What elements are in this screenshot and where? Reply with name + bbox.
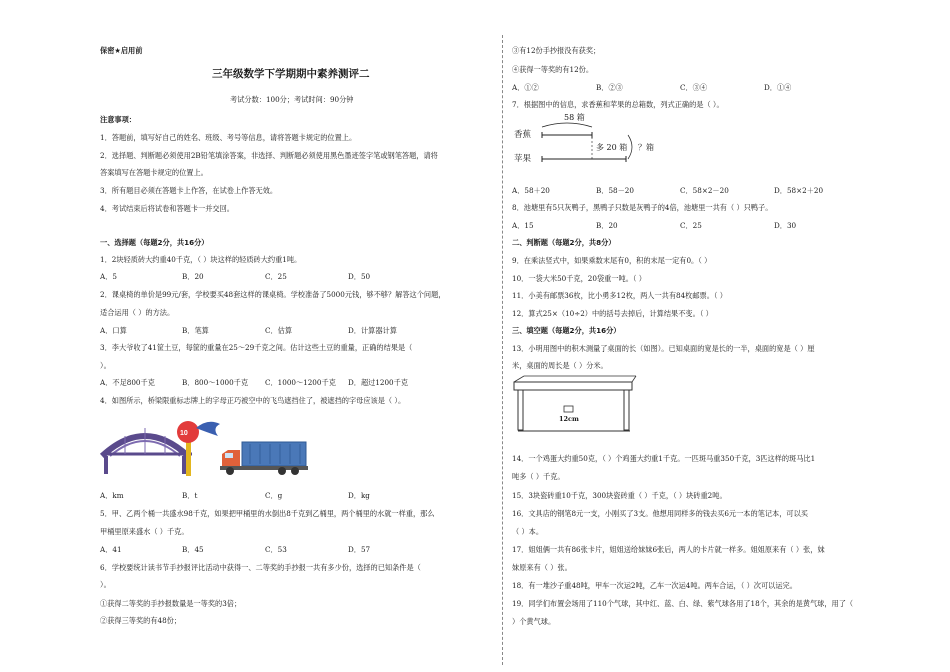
q8-option-a: A．15 (512, 221, 534, 230)
note-4: 4．考试结束后将试卷和答题卡一并交回。 (100, 204, 234, 213)
q5-text: 5．甲、乙两个桶一共盛水98千克，如果把甲桶里的水倒出8千克到乙桶里，两个桶里的水就一样重，那么 (100, 509, 435, 518)
q6-condition-2: ②获得三等奖的有48份； (100, 616, 182, 625)
note-2: 2．选择题、判断题必须使用2B铅笔填涂答案，非选择、判断题必须使用黑色墨迹签字笔或钢笔答题，请将 (100, 151, 438, 160)
q17-text-cont: 妹原来有（ ）张。 (512, 563, 572, 572)
q5-text-cont: 甲桶里原来盛水（ ）千克。 (100, 527, 189, 536)
note-3: 3．所有题目必须在答题卡上作答，在试卷上作答无效。 (100, 186, 278, 195)
table-icon (512, 374, 637, 434)
judge-q11: 11．小美有邮票36枚，比小勇多12枚，两人一共有84枚邮票。（ ） (512, 291, 727, 300)
q7-segment-diagram (512, 113, 682, 171)
q7-segment-lines (512, 113, 682, 171)
q4-option-a: A．km (100, 491, 124, 500)
q8-option-c: C．25 (680, 221, 702, 230)
judge-q12: 12．算式25×（10÷2）中的括号去掉后，计算结果不变。（ ） (512, 309, 713, 318)
q19-text: 19．同学们布置会场用了110个气球，其中红、蓝、白、绿、紫气球各用了18个，其余的是黄气球，用了（ (512, 599, 854, 608)
q1-option-c: C．25 (265, 272, 287, 281)
q7-top-label: 58 箱 (564, 113, 585, 122)
q7-more-label: 多 20 箱 (596, 143, 628, 152)
q16-text-cont: （ ）本。 (512, 527, 544, 536)
exam-info: 考试分数：100分；考试时间：90分钟 (230, 95, 354, 104)
truck-icon (220, 440, 310, 476)
q3-option-b: B．800～1000千克 (182, 378, 249, 387)
bird-icon (196, 422, 220, 436)
judge-q10: 10．一袋大米50千克，20袋重一吨。（ ） (512, 274, 646, 283)
q6-text-cont: ）。 (100, 580, 111, 589)
q14-text: 14．一个鸡蛋大约重50克，（ ）个鸡蛋大约重1千克。一匹斑马重350千克，3匹这样的斑马比1 (512, 454, 816, 463)
q8-text: 8．池塘里有5只灰鸭子，黑鸭子只数是灰鸭子的4倍，池塘里一共有（ ）只鸭子。 (512, 203, 773, 212)
q1-option-b: B．20 (182, 272, 204, 281)
q19-text-cont: ）个黄气球。 (512, 617, 556, 626)
q5-option-d: D．57 (348, 545, 371, 554)
section3-title: 三、填空题（每题2分，共16分） (512, 326, 621, 335)
section1-title: 一、选择题（每题2分，共16分） (100, 238, 209, 247)
q4-option-c: C．g (265, 491, 283, 500)
q15-text: 15．3块瓷砖重10千克，300块瓷砖重（ ）千克，（ ）块砖重2吨。 (512, 491, 727, 500)
q13-text-cont: 米，桌面的周长是（ ）分米。 (512, 361, 608, 370)
q3-option-a: A．不足800千克 (100, 378, 155, 387)
judge-q9: 9．在乘法竖式中，如果乘数末尾有0，积的末尾一定有0。（ ） (512, 256, 712, 265)
q6-condition-1: ①获得二等奖的手抄报数量是一等奖的3倍； (100, 599, 242, 608)
q1-option-a: A．5 (100, 272, 117, 281)
block-icon (564, 406, 573, 412)
q6-condition-4: ④获得一等奖的有12份。 (512, 65, 594, 74)
section2-title: 二、判断题（每题2分，共8分） (512, 238, 616, 247)
q16-text: 16．文具店的钢笔8元一支，小刚买了3支。他想用同样多的钱去买6元一本的笔记本，可以买 (512, 509, 808, 518)
q17-text: 17．姐姐俩一共有86张卡片，姐姐送给妹妹6张后，两人的卡片就一样多。姐姐原来有（ ）张，妹 (512, 545, 825, 554)
q2-option-b: B．笔算 (182, 326, 209, 335)
q3-option-c: C．1000～1200千克 (265, 378, 336, 387)
q4-option-d: D．kg (348, 491, 370, 500)
q5-option-b: B．45 (182, 545, 204, 554)
q4-option-b: B．t (182, 491, 198, 500)
q5-option-a: A．41 (100, 545, 122, 554)
q14-text-cont: 吨多（ ）千克。 (512, 472, 565, 481)
q1-text: 1．2块轻质砖大约重40千克，（ ）块这样的轻质砖大约重1吨。 (100, 255, 302, 264)
q2-option-a: A．口算 (100, 326, 127, 335)
q18-text: 18．有一堆沙子重48吨，甲车一次运2吨，乙车一次运4吨。两车合运，（ ）次可以运完。 (512, 581, 797, 590)
q2-text-cont: 适合运用（ ）的方法。 (100, 308, 175, 317)
q7-banana-label: 香蕉 (514, 130, 532, 140)
note-2-cont: 答案填写在答题卡规定的位置上。 (100, 168, 208, 177)
notes-heading: 注意事项： (100, 115, 136, 124)
q4-text: 4．如图所示，桥梁限重标志牌上的字母正巧被空中的飞鸟遮挡住了，被遮挡的字母应该是（ ）。 (100, 396, 406, 405)
q6-option-d: D．①④ (764, 83, 792, 92)
q2-text: 2．课桌椅的单价是99元/套，学校要买48套这样的课桌椅。学校准备了5000元钱，够不够？解答这个问题， (100, 290, 446, 299)
q7-option-c: C．58×2－20 (680, 186, 729, 195)
q6-option-a: A．①② (512, 83, 539, 92)
block-size-label: 12cm (559, 415, 579, 423)
q3-text: 3．李大爷收了41筐土豆，每筐的重量在25～29千克之间。估计这些土豆的重量，正确的结果是（ (100, 343, 413, 352)
q3-option-d: D．超过1200千克 (348, 378, 408, 387)
q7-apple-label: 苹果 (514, 154, 532, 164)
q6-option-c: C．③④ (680, 83, 708, 92)
q8-option-d: D．30 (774, 221, 797, 230)
note-1: 1．答题前，填写好自己的姓名、班级、考号等信息，请将答题卡规定的位置上。 (100, 133, 357, 142)
q7-option-a: A．58＋20 (512, 186, 550, 195)
column-divider (502, 35, 503, 665)
q6-option-b: B．②③ (596, 83, 623, 92)
q6-text: 6．学校要统计读书节手抄报评比活动中获得一、二等奖的手抄报一共有多少份，选择的已知条件是（ (100, 563, 421, 572)
q7-option-d: D．58×2＋20 (774, 186, 824, 195)
q7-option-b: B．58－20 (596, 186, 634, 195)
q2-option-c: C．估算 (265, 326, 293, 335)
q7-question-label: ？箱 (638, 143, 654, 152)
sign-number: 10 (180, 430, 188, 437)
q1-option-d: D．50 (348, 272, 371, 281)
q13-table-figure (512, 374, 637, 434)
q5-option-c: C．53 (265, 545, 287, 554)
q6-condition-3: ③有12份手抄报没有获奖； (512, 46, 601, 55)
secret-label: 保密★启用前 (100, 46, 143, 55)
q7-text: 7．根据图中的信息，求香蕉和苹果的总箱数，列式正确的是（ ）。 (512, 100, 724, 109)
q8-option-b: B．20 (596, 221, 618, 230)
q13-text: 13．小明用图中的积木测量了桌面的长（如图）。已知桌面的宽是长的一半，桌面的宽是（ ）厘 (512, 344, 815, 353)
q3-text-cont: ）。 (100, 361, 111, 370)
q2-option-d: D．计算器计算 (348, 326, 397, 335)
page-title: 三年级数学下学期期中素养测评二 (212, 68, 370, 80)
